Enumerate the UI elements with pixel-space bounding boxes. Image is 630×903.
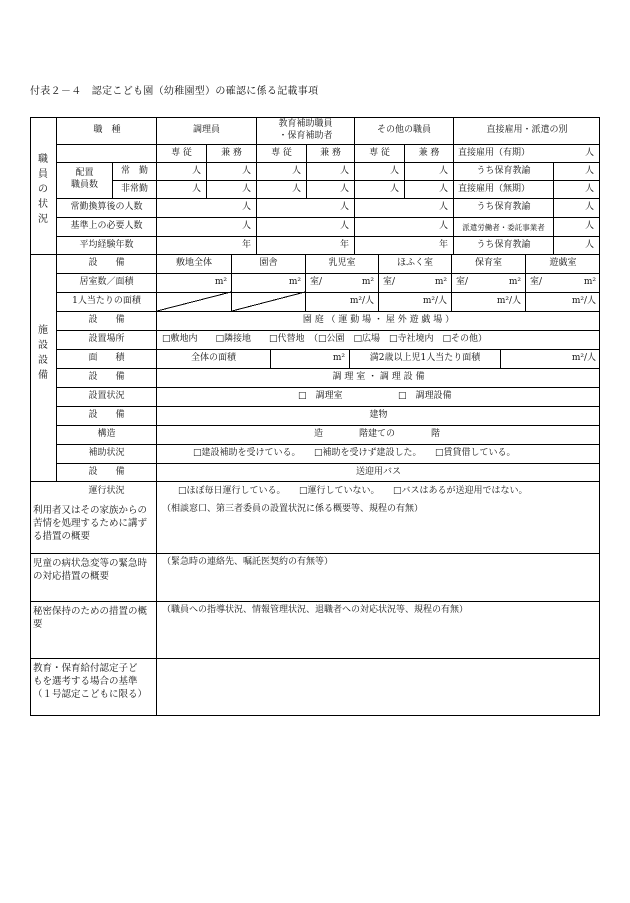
unit: 人	[389, 166, 399, 176]
install-status-label: 設置状況	[88, 391, 125, 401]
dispatch-label: 派遣労働者・委託事業者	[462, 223, 545, 232]
unit-room: 室/	[530, 277, 543, 287]
col-aide-line1: 教育補助職員	[278, 119, 333, 129]
unit-year: 年	[438, 240, 448, 250]
selection-label: 教育・保育給付認定子どもを選考する場合の基準（１号認定こどもに限る）	[33, 663, 148, 700]
unit: 人	[339, 221, 349, 231]
secrecy-label: 秘密保持のための措置の概要	[33, 606, 148, 630]
secrecy-hint: （職員への指導状況、情報管理状況、退職者への対応状況等、規程の有無）	[162, 605, 469, 615]
unit: 人	[339, 166, 349, 176]
of-which-label: うち保育教諭	[476, 202, 531, 212]
unit: 人	[291, 166, 301, 176]
senju-header: 専 従	[271, 148, 292, 158]
facility-section-label: 施設設備	[38, 325, 48, 381]
haichi-line2: 職員数	[70, 180, 98, 190]
unit: 人	[241, 202, 251, 212]
kitchen-header: 調 理 室 ・ 調 理 設 備	[332, 372, 425, 382]
joukin-label: 常 勤	[120, 166, 148, 176]
area-label: 面 積	[88, 353, 125, 363]
unit: 人	[191, 166, 201, 176]
kitchen-equip-checkbox[interactable]: □ 調理設備	[398, 391, 452, 401]
of-which-label: うち保育教諭	[476, 166, 531, 176]
col-other: その他の職員	[376, 125, 431, 135]
unit-year: 年	[339, 240, 349, 250]
unit: 人	[339, 184, 349, 194]
location-label: 設置場所	[88, 334, 125, 344]
col-infant-room: 乳児室	[328, 258, 356, 268]
col-site: 敷地全体	[175, 258, 212, 268]
col-aide-line2: ・保育補助者	[278, 131, 333, 141]
unit: 人	[438, 221, 448, 231]
operation-options: □ほぼ毎日運行している。 □運行していない。 □バスはあるが送迎用ではない。	[178, 486, 528, 496]
setsubi-label: 設 備	[88, 467, 125, 477]
unit-m2: m²	[361, 277, 374, 287]
unit: 人	[241, 166, 251, 176]
kenmu-header: 兼 務	[221, 148, 242, 158]
setsubi-label: 設 備	[88, 372, 125, 382]
kenmu-header: 兼 務	[320, 148, 341, 158]
job-type-label: 職 種	[93, 125, 121, 135]
unit: 人	[241, 184, 251, 194]
unit: 人	[584, 148, 594, 158]
total-area-label: 全体の面積	[190, 353, 236, 363]
unit-m2-per: m²/人	[349, 296, 374, 306]
col-cook: 調理員	[192, 125, 220, 135]
document-title: 付表２－４ 認定こども園（幼稚園型）の確認に係る記載事項	[30, 86, 319, 97]
unit-m2: m²	[288, 277, 301, 287]
col-building: 園舎	[259, 258, 278, 268]
col-playroom: 遊戯室	[549, 258, 577, 268]
structure-label: 構造	[97, 429, 116, 439]
col-crawling-room: ほふく室	[396, 258, 433, 268]
unit: 人	[438, 166, 448, 176]
unit-room: 室/	[383, 277, 396, 287]
unit: 人	[584, 184, 594, 194]
unit-room: 室/	[310, 277, 323, 287]
hijoukin-label: 非常勤	[120, 184, 148, 194]
senju-header: 専 従	[369, 148, 390, 158]
unit: 人	[389, 184, 399, 194]
bus-header: 送迎用バス	[355, 467, 401, 477]
yard-header: 園 庭 （ 運 動 場 ・ 屋 外 遊 戯 場 ）	[302, 315, 455, 325]
unit-room: 室/	[456, 277, 469, 287]
unit-m2: m²	[332, 353, 345, 363]
fte-label: 常勤換算後の人数	[70, 202, 143, 212]
per-child-label: 1人当たりの面積	[72, 296, 141, 306]
kenmu-header: 兼 務	[418, 148, 440, 158]
operation-label: 運行状況	[88, 486, 125, 496]
complaints-hint: （相談窓口、第三者委員の設置状況に係る概要等、規程の有無）	[162, 504, 424, 514]
col-direct: 直接雇用・派遣の別	[486, 125, 568, 135]
unit: 人	[584, 202, 594, 212]
structure-value: 造 階建ての 階	[314, 429, 441, 439]
unit-m2: m²	[583, 277, 596, 287]
required-label: 基準上の必要人数	[70, 221, 143, 231]
location-options: □敷地内 □隣接地 □代替地 （□公園 □広場 □寺社境内 □その他）	[162, 334, 488, 344]
unit-m2-per: m²/人	[496, 296, 521, 306]
building-header: 建物	[369, 410, 388, 420]
complaints-label: 利用者又はその家族からの苦情を処理するために講ずる措置の概要	[33, 505, 148, 542]
rooms-area-label: 居室数／面積	[79, 277, 134, 287]
haichi-line1: 配置	[75, 168, 94, 178]
unit-year: 年	[241, 240, 251, 250]
unit-m2-per: m²/人	[422, 296, 447, 306]
setsubi-label: 設 備	[88, 315, 125, 325]
unit: 人	[584, 240, 594, 250]
unit: 人	[584, 166, 594, 176]
unit-m2-per: m²/人	[571, 296, 596, 306]
direct-open-label: 直接雇用（無期）	[458, 184, 531, 194]
setsubi-label: 設 備	[88, 410, 125, 420]
setsubi-label: 設 備	[88, 258, 125, 268]
subsidy-label: 補助状況	[88, 448, 125, 458]
col-nursery-room: 保育室	[474, 258, 502, 268]
unit-m2: m²	[214, 277, 227, 287]
unit: 人	[438, 184, 448, 194]
direct-fixed-label: 直接雇用（有期）	[458, 148, 531, 158]
avg-years-label: 平均経験年数	[79, 240, 134, 250]
unit: 人	[584, 221, 594, 231]
unit: 人	[291, 184, 301, 194]
unit: 人	[339, 202, 349, 212]
unit-m2: m²	[434, 277, 447, 287]
of-which-label: うち保育教諭	[476, 240, 531, 250]
senju-header: 専 従	[171, 148, 192, 158]
emergency-label: 児童の病状急変等の緊急時の対応措置の概要	[33, 558, 148, 582]
staff-section-label: 職員の状況	[38, 154, 48, 225]
unit: 人	[241, 221, 251, 231]
unit-m2-per: m²/人	[571, 353, 596, 363]
unit-m2: m²	[508, 277, 521, 287]
subsidy-options: □建設補助を受けている。 □補助を受けず建設した。 □賃貸借している。	[193, 448, 516, 458]
kitchen-room-checkbox[interactable]: □ 調理室	[298, 391, 343, 401]
unit: 人	[191, 184, 201, 194]
unit: 人	[438, 202, 448, 212]
emergency-hint: （緊急時の連絡先、嘱託医契約の有無等）	[162, 557, 334, 567]
over2-label: 満2歳以上児1人当たり面積	[369, 353, 481, 363]
